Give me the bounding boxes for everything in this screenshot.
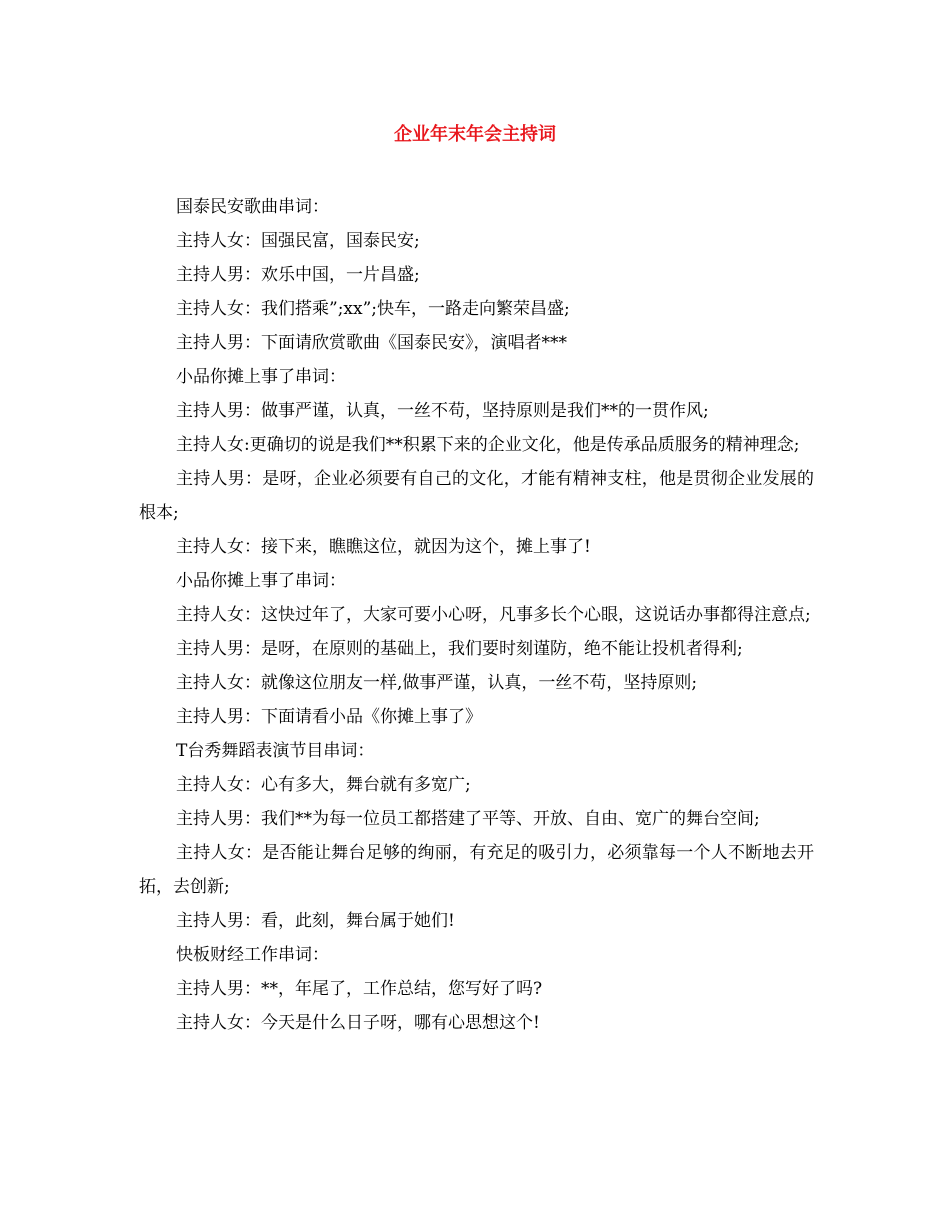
paragraph: 主持人女：就像这位朋友一样,做事严谨，认真，一丝不苟，坚持原则;: [176, 673, 698, 693]
paragraph: 小品你摊上事了串词：: [176, 367, 346, 387]
paragraph: 主持人女：国强民富，国泰民安;: [176, 231, 420, 251]
paragraph: 主持人女：是否能让舞台足够的绚丽，有充足的吸引力，必须靠每一个人不断地去开拓，去创新;: [139, 843, 814, 897]
paragraph: 主持人女：今天是什么日子呀，哪有心思想这个!: [176, 1013, 540, 1033]
paragraph: 主持人男：下面请欣赏歌曲《国泰民安》，演唱者***: [176, 333, 567, 353]
paragraph: 主持人男：欢乐中国，一片昌盛;: [176, 265, 420, 285]
paragraph: 主持人男：做事严谨，认真，一丝不苟，坚持原则是我们**的一贯作风;: [176, 401, 709, 421]
paragraph: 主持人男：看，此刻，舞台属于她们!: [176, 911, 455, 931]
paragraph: 主持人男：下面请看小品《你摊上事了》: [176, 707, 482, 727]
paragraph: 小品你摊上事了串词：: [176, 571, 346, 591]
paragraph: 主持人女：我们搭乘”;xx”;快车，一路走向繁荣昌盛;: [176, 299, 570, 319]
paragraph: 快板财经工作串词：: [176, 945, 329, 965]
paragraph: 主持人男：是呀，在原则的基础上，我们要时刻谨防，绝不能让投机者得利;: [176, 639, 743, 659]
document-body: [139, 190, 814, 1040]
paragraph: 主持人女:更确切的说是我们**积累下来的企业文化，他是传承品质服务的精神理念;: [176, 435, 800, 455]
paragraph: 主持人女：接下来，瞧瞧这位，就因为这个，摊上事了!: [176, 537, 591, 557]
paragraph: 主持人男：是呀，企业必须要有自己的文化，才能有精神支柱，他是贯彻企业发展的根本;: [139, 469, 814, 523]
paragraph: 主持人男：我们**为每一位员工都搭建了平等、开放、自由、宽广的舞台空间;: [176, 809, 760, 829]
paragraph: T台秀舞蹈表演节目串词：: [176, 741, 375, 761]
paragraph: 主持人女：这快过年了，大家可要小心呀，凡事多长个心眼，这说话办事都得注意点;: [176, 605, 811, 625]
document-title: 企业年末年会主持词: [394, 124, 556, 145]
paragraph: 国泰民安歌曲串词：: [176, 197, 329, 217]
paragraph: 主持人男：**，年尾了，工作总结，您写好了吗?: [176, 979, 543, 999]
paragraph: 主持人女：心有多大，舞台就有多宽广;: [176, 775, 471, 795]
